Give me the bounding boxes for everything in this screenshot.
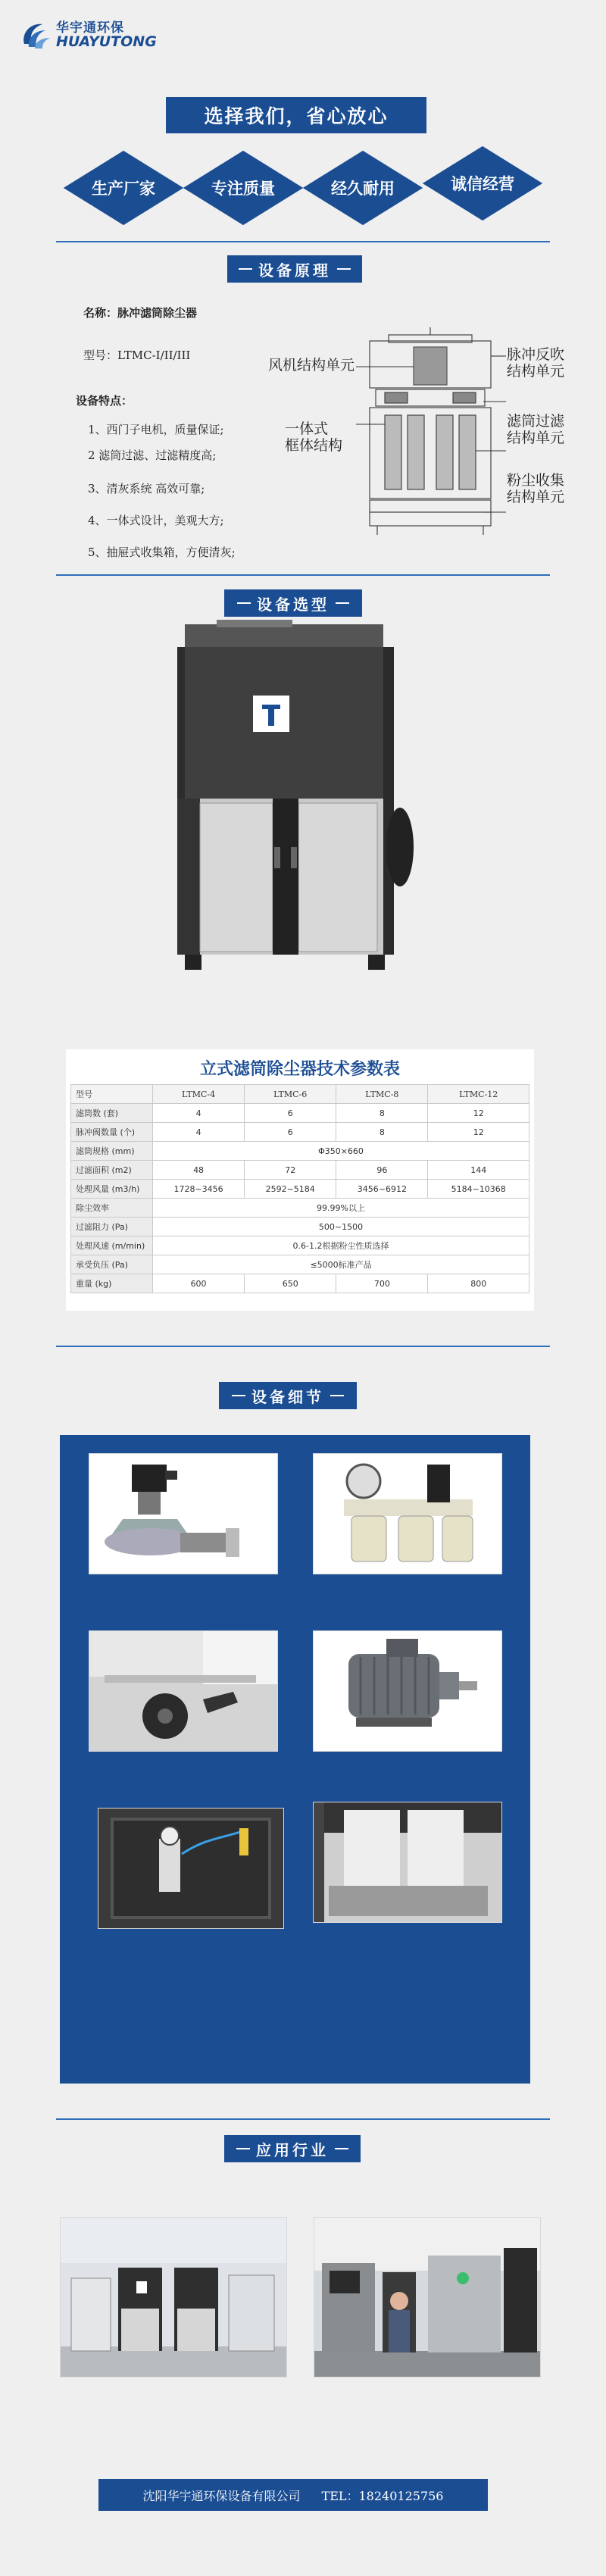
table-header-cell: LTMC-6 bbox=[245, 1085, 336, 1104]
detail-photo-control-panel bbox=[98, 1808, 284, 1929]
details-panel bbox=[60, 1435, 530, 2084]
product-name: 名称：脉冲滤筒除尘器 bbox=[83, 306, 198, 320]
detail-photo-air-filter bbox=[313, 1453, 502, 1574]
table-row: 滤筒数 (套) 4 6 8 12 bbox=[71, 1104, 529, 1123]
slogan-banner bbox=[166, 97, 426, 133]
divider bbox=[56, 241, 550, 242]
feature-item: 1、西门子电机，质量保证; bbox=[88, 423, 224, 436]
feature-item: 5、抽屉式收集箱，方便清灰; bbox=[88, 546, 236, 559]
param-table bbox=[70, 1084, 529, 1293]
swirl-logo-icon bbox=[20, 18, 55, 53]
dust-collector-product-image bbox=[170, 620, 420, 976]
features-title: 设备特点： bbox=[76, 394, 133, 408]
slogan-text: 选择我们，省心放心 bbox=[204, 105, 389, 127]
brand-logo[interactable] bbox=[20, 14, 157, 56]
table-row: 过滤阻力 (Pa) 500~1500 bbox=[71, 1218, 529, 1236]
table-row: 处理风速 (m/min) 0.6-1.2根据粉尘性质选择 bbox=[71, 1236, 529, 1255]
table-row: 脉冲阀数量 (个) 4 6 8 12 bbox=[71, 1123, 529, 1142]
footer-company: 沈阳华宇通环保设备有限公司 bbox=[142, 2488, 301, 2503]
badge-integrity: 诚信经营 bbox=[426, 147, 539, 220]
label-filter-unit: 滤筒过滤 结构单元 bbox=[507, 413, 565, 446]
section-title-industry: 应用行业 bbox=[224, 2135, 361, 2162]
table-header-cell: 型号 bbox=[71, 1085, 153, 1104]
table-header-cell: LTMC-12 bbox=[428, 1085, 529, 1104]
label-pulse-unit: 脉冲反吹 结构单元 bbox=[507, 346, 565, 380]
footer-bar bbox=[98, 2479, 488, 2511]
footer-tel[interactable]: TEL：18240125756 bbox=[321, 2488, 444, 2503]
label-fan-unit: 风机结构单元 bbox=[268, 357, 355, 374]
divider bbox=[56, 2118, 550, 2120]
detail-photo-dust-drawer bbox=[313, 1802, 502, 1923]
table-row: 除尘效率 99.99%以上 bbox=[71, 1199, 529, 1218]
feature-item: 2 滤筒过滤、过滤精度高; bbox=[88, 449, 217, 462]
structure-diagram bbox=[355, 326, 506, 538]
detail-photo-motor bbox=[313, 1630, 502, 1752]
section-title-details: 设备细节 bbox=[219, 1382, 357, 1409]
badge-manufacturer: 生产厂家 bbox=[67, 152, 180, 224]
table-row: 处理风量 (m3/h) 1728~3456 2592~5184 3456~6912 5184~10368 bbox=[71, 1180, 529, 1199]
brand-name-cn: 华宇通环保 bbox=[56, 20, 124, 36]
param-table-card bbox=[66, 1049, 534, 1311]
section-title-principle: 设备原理 bbox=[227, 255, 362, 283]
detail-photo-caster bbox=[89, 1630, 278, 1752]
table-row: 重量 (kg) 600 650 700 800 bbox=[71, 1274, 529, 1293]
table-header-cell: LTMC-4 bbox=[153, 1085, 245, 1104]
product-model: 型号：LTMC-I/II/III bbox=[83, 349, 191, 362]
section-title-selection: 设备选型 bbox=[224, 589, 362, 617]
divider bbox=[56, 1346, 550, 1347]
feature-item: 4、一体式设计，美观大方; bbox=[88, 514, 224, 527]
detail-photo-pulse-valve bbox=[89, 1453, 278, 1574]
industry-photo-workshop bbox=[60, 2217, 287, 2377]
feature-item: 3、清灰系统 高效可靠; bbox=[88, 482, 205, 496]
table-row: 滤筒规格 (mm) Φ350×660 bbox=[71, 1142, 529, 1161]
divider bbox=[56, 574, 550, 576]
label-dust-unit: 粉尘收集 结构单元 bbox=[507, 472, 565, 505]
table-header-cell: LTMC-8 bbox=[336, 1085, 428, 1104]
table-row: 承受负压 (Pa) ≤5000标准产品 bbox=[71, 1255, 529, 1274]
industry-photo-factory bbox=[314, 2217, 541, 2377]
table-row: 过滤面积 (m2) 48 72 96 144 bbox=[71, 1161, 529, 1180]
badge-quality: 专注质量 bbox=[186, 152, 300, 224]
badge-durable: 经久耐用 bbox=[306, 152, 420, 224]
brand-name-en: HUAYUTONG bbox=[56, 33, 157, 50]
label-frame: 一体式 框体结构 bbox=[285, 420, 343, 454]
param-table-title: 立式滤筒除尘器技术参数表 bbox=[199, 1060, 400, 1079]
